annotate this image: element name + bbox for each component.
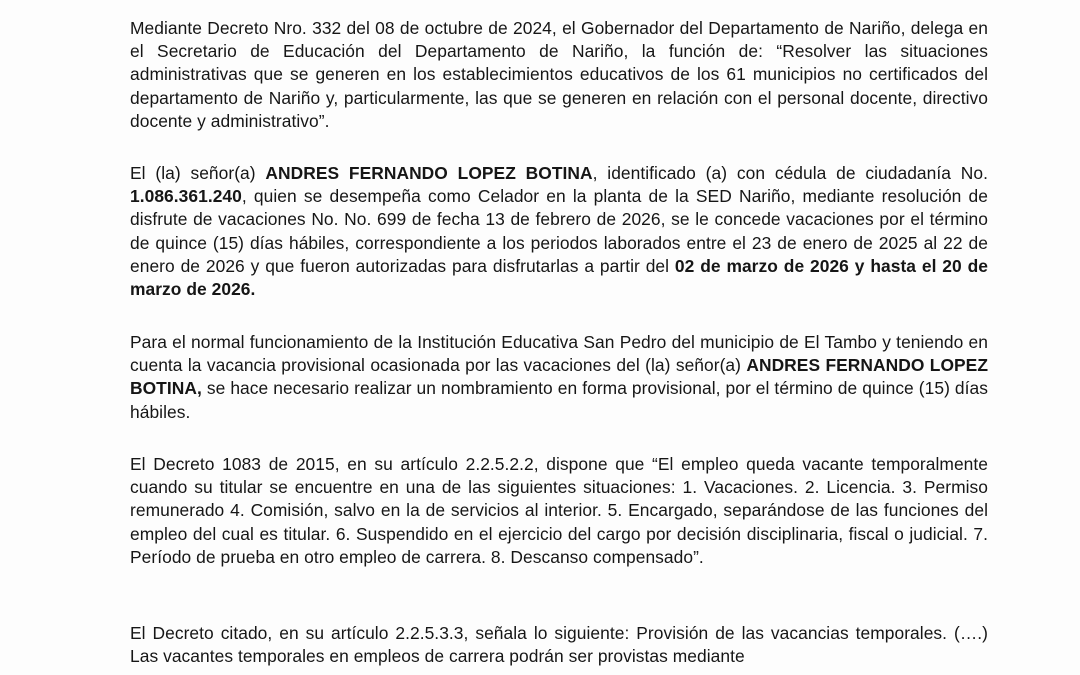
paragraph-text: El (la) señor(a) [130,163,266,183]
cedula-number: 1.086.361.240 [130,186,242,207]
paragraph-vacaciones [130,162,988,301]
paragraph-decreto-1083 [130,453,988,569]
employee-name: ANDRES FERNANDO LOPEZ BOTINA [265,163,593,183]
paragraph-text: Mediante Decreto Nro. 332 del 08 de octubre de 2024, el Gobernador del Departamento de Nariño, delega en el Secretario de Educación del Departamento de Nariño, la función de: “Resolver las situaciones administrativas que se generen en los establecimientos educativos de los 61 municipios no certificados del departamento de Nariño y, particularmente, las que se generen en relación con el personal docente, directivo docente y administrativo”. [130,18,988,131]
paragraph-text: , quien se desempeña como Celador en la planta de la SED Nariño, mediante resolución de disfrute de vacaciones No. No. 699 de fecha 13 de febrero de 2026, se le concede vacaciones por el término de quince (15) días hábiles, correspondiente a los periodos laborados entre el 23 de enero de 2025 al 22 de enero de 2026 y que fueron autorizadas para disfrutarlas a partir del [130,186,988,276]
paragraph-text: se hace necesario realizar un nombramiento en forma provisional, por el término de quince (15) días hábiles. [130,378,988,422]
paragraph-text: Para el normal funcionamiento de la Institución Educativa San Pedro del municipio de El Tambo y teniendo en cuenta la vacancia provisional ocasionada por las vacaciones del (la) señor(a) [130,332,988,376]
paragraph-text: El Decreto 1083 de 2015, en su artículo 2.2.5.2.2, dispone que “El empleo queda vacante temporalmente cuando su titular se encuentre en una de las siguientes situaciones: 1. Vacaciones. 2. Licencia. 3. Permiso remunerado 4. Comisión, salvo en la de servicios al interior. 5. Encargado, separándose de las funciones del empleo del cual es titular. 6. Suspendido en el ejercicio del cargo por decisión disciplinaria, fiscal o judicial. 7. Período de prueba en otro empleo de carrera. 8. Descanso compensado”. [130,454,988,567]
paragraph-nombramiento [130,331,988,424]
paragraph-decreto-332 [130,17,988,133]
vacation-dates: 02 de marzo de 2026 y hasta el 20 de marzo de 2026. [130,255,988,300]
paragraph-text: El Decreto citado, en su artículo 2.2.5.3.3, señala lo siguiente: Provisión de las vacancias temporales. (….) Las vacantes temporales en empleos de carrera podrán ser provistas mediante [130,623,988,667]
employee-name: ANDRES FERNANDO LOPEZ BOTINA, [130,355,988,399]
paragraph-text: , identificado (a) con cédula de ciudadanía No. [592,163,988,183]
paragraph-decreto-citado [130,622,988,668]
